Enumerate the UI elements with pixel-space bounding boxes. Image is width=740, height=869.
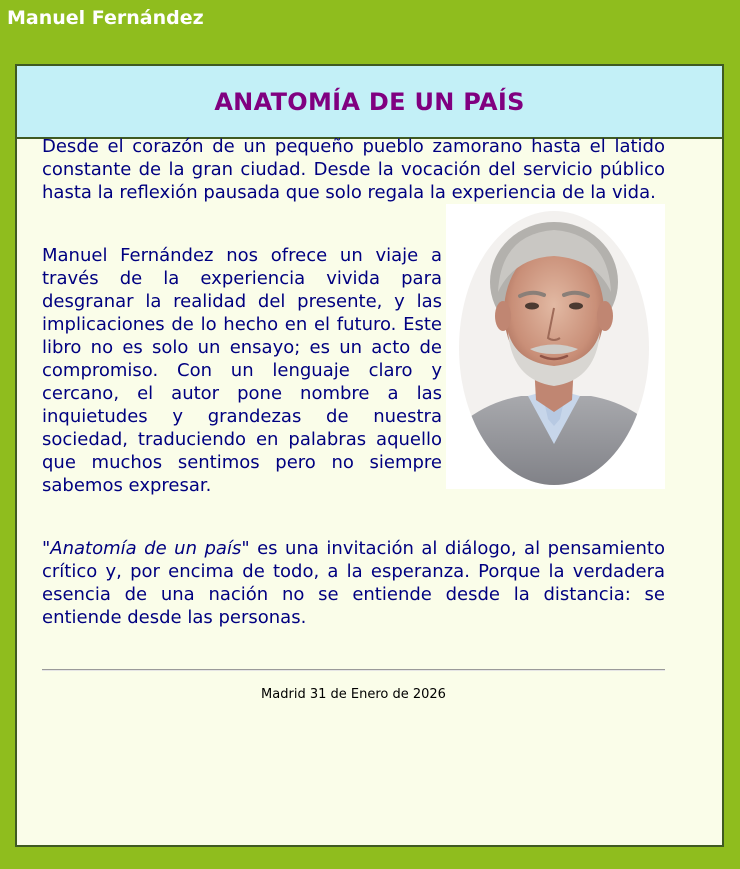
quote-open: " bbox=[42, 538, 51, 559]
article-title: ANATOMÍA DE UN PAÍS bbox=[214, 87, 525, 116]
date-line: Madrid 31 de Enero de 2026 bbox=[261, 687, 446, 702]
intro-paragraph: Desde el corazón de un pequeño pueblo zamorano hasta el latido constante de la gran ciudad. Desde la vocación del servicio público hasta la reflexión pausada que solo regala la experiencia de la vida. bbox=[42, 136, 665, 203]
author-portrait-image bbox=[446, 204, 665, 489]
author-portrait bbox=[446, 204, 665, 489]
closing-paragraph-text: " es una invitación al diálogo, al pensamiento crítico y, por encima de todo, a la esperanza. Porque la verdadera esencia de una nación no se entiende desde la distancia: se entiende desde las personas. bbox=[42, 538, 665, 628]
closing-paragraph bbox=[42, 537, 665, 629]
site-title: Manuel Fernández bbox=[7, 7, 204, 29]
article-header bbox=[17, 66, 722, 139]
article-body bbox=[42, 135, 665, 706]
divider bbox=[42, 669, 665, 671]
book-title-italic: Anatomía de un país bbox=[50, 538, 242, 559]
body-paragraph: Manuel Fernández nos ofrece un viaje a través de la experiencia vivida para desgranar la realidad del presente, y las implicaciones de lo hecho en el futuro. Este libro no es solo un ensayo; es un acto de compromiso. Con un lenguaje claro y cercano, el autor pone nombre a las inquietudes y grandezas de nuestra sociedad, traduciendo en palabras aquello que muchos sentimos pero no siempre sabemos expresar. bbox=[42, 245, 442, 496]
